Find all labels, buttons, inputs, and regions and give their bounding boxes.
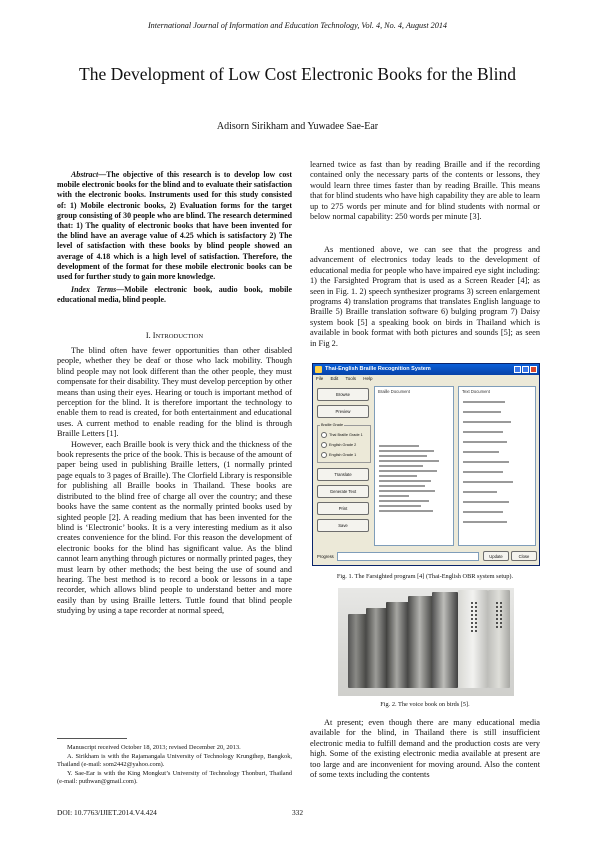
journal-header: International Journal of Information and Education Technology, Vol. 4, No. 4, August 2014 (147, 21, 448, 30)
text-pane-header: Text Document (462, 389, 490, 394)
section-first-letter: I (152, 331, 156, 340)
figure-1-screenshot (312, 363, 540, 566)
text-line (463, 491, 497, 493)
paper-title: The Development of Low Cost Electronic Books for the Blind (79, 64, 516, 84)
browse-button: Browse (317, 388, 369, 401)
radio-icon (321, 452, 327, 458)
braille-text-line (379, 490, 435, 492)
right-paragraph-3 (310, 718, 540, 780)
generate-text-button: Generate Text (317, 485, 369, 498)
page-number: 332 (291, 808, 304, 817)
footnote-rule (57, 738, 127, 739)
book-1 (348, 614, 368, 688)
preview-button: Preview (317, 405, 369, 418)
right-paragraph-2 (310, 245, 540, 349)
close-button: Close (511, 551, 537, 561)
right-paragraph-2-text: As mentioned above, we can see that the progress and advancement of electronics today leads to the development of educational media for people who have impaired eye sight including: 1) the Farsighted Program that is used as a Screen Reader [4]; as seen in Fig. 1. 2) speech synthesizer programs 3) screen enlargement programs 4) translation programs that translates English language to Braille 5) Braille translation software 6) bulging program 7) Daisy system book [5] a speaking book on birds in Thailand which is available in book format with both pictures and sounds [5]; as seen in Fig 2. (310, 245, 540, 348)
braille-text-line (379, 505, 421, 507)
menu-tools: Tools (345, 376, 356, 381)
text-line (463, 401, 505, 403)
save-button: Save (317, 519, 369, 532)
braille-text-line (379, 475, 417, 477)
menu-edit: Edit (330, 376, 339, 381)
radio-label: English Grade 1 (329, 453, 357, 457)
radio-thai-grade-1 (321, 432, 363, 438)
close-icon (530, 366, 537, 373)
radio-icon (321, 432, 327, 438)
window-controls (514, 366, 537, 373)
index-terms: Index Terms—Mobile electronic book, audio book, mobile educational media, blind people. (57, 285, 293, 305)
abstract-label: Abstract (71, 170, 99, 179)
braille-text-line (379, 455, 427, 457)
figure-2-caption: Fig. 2. The voice book on birds [5]. (380, 701, 470, 708)
radio-english-grade-1 (321, 452, 356, 458)
radio-icon (321, 442, 327, 448)
radio-english-grade-2 (321, 442, 356, 448)
text-line (463, 511, 503, 513)
book-3 (386, 602, 410, 688)
section-number: I. (145, 331, 151, 340)
text-line (463, 521, 507, 523)
figure-2-photo (338, 588, 514, 696)
abstract: Abstract—The objective of this research is to develop low cost mobile electronic books for the blind and to evaluate their satisfaction with the electronic books. Instruments used for this study consisted of: 1) Mobile electronic books, 2) Evaluation forms for the target group consisting of 30 people who are blind. The research determined that: 1) The quality of electronic books that have been invented for the blind have an average value of 4.25 which is satisfactory 2) The level of satisfaction with these books by blind people showed an average of 4.18 which is a high level of satisfaction. Therefore, the development of the format for these mobile electronic books can be used for further study to gain more knowledge. (57, 170, 292, 282)
index-terms-label: Index Terms (71, 285, 117, 294)
maximize-icon (522, 366, 529, 373)
text-line (463, 461, 509, 463)
book-5 (432, 592, 458, 688)
text-line (463, 411, 501, 413)
minimize-icon (514, 366, 521, 373)
footnote-1: Manuscript received October 18, 2013; revised December 20, 2013. (67, 744, 241, 751)
section-heading-introduction (57, 331, 292, 340)
right-paragraph-1 (310, 160, 540, 222)
right-paragraph-1-text: learned twice as fast than by reading Braille and if the recording contained only the necessary parts of the contents or lessons, they would learn three times faster than by reading Braille. This means that for blind students who have high capability they are able to learn up to 275 words per minute and for blind students with normal or below normal capability: 250 words per minute [3]. (310, 160, 540, 222)
braille-text-line (379, 445, 419, 447)
index-terms-text: Mobile electronic book, audio book, mobile educational media, blind people. (57, 285, 293, 305)
menu-help: Help (363, 376, 373, 381)
book-4 (408, 596, 434, 688)
section-title-rest: NTRODUCTION (155, 333, 204, 340)
braille-text-line (379, 480, 431, 482)
doi: DOI: 10.7763/IJIET.2014.V4.424 (57, 808, 157, 817)
radio-label: English Grade 2 (329, 443, 357, 447)
braille-pane-header: Braille Document (378, 389, 410, 394)
text-line (463, 431, 503, 433)
text-line (463, 441, 507, 443)
text-document-pane (458, 386, 536, 546)
braille-text-line (379, 460, 439, 462)
braille-text-line (379, 495, 409, 497)
right-paragraph-3-text: At present; even though there are many educational media available for the blind, in Thailand there is still insufficient electronic media to fulfill demand and the production costs are very high. Some of the existing electronic media available at present are too large and are inconvenient for moving around. Also the content of some texts including the contents (310, 718, 540, 780)
update-button: Update (483, 551, 509, 561)
text-line (463, 471, 503, 473)
footnote-2: A. Sirikham is with the Rajamangala University of Technology Krungthep, Bangkok, Thailand (e-mail: som2442@yahoo.com). (57, 752, 292, 769)
speaker-dots-icon (471, 602, 477, 632)
text-line (463, 421, 511, 423)
intro-paragraph-2: However, each Braille book is very thick and the thickness of the book represents the price of the book. This is because of the amount of paper being used in publishing Braille letters, (1 normally printed page equals to 3 pages of Braille). The Clorfield Library is responsible for publishing all Braille books in Thailand. These books are distributed to the blind free of charge all over the country; and these books have the same content as the normally printed books used by sighted people [2]. A reading medium that has been invented for the blind is ‘Electronic’ books. It is a very interesting medium as it also creates convenience for the blind. For this reason the development of electronic books for the blind has significant value. As the blind cannot learn anything through pictures or normally printed pages, they must learn by other methods; the best being the use of sound and hearing. The best method is to record a book or lessons in a tape recorder, which allows blind people to understand better and more easily than by using Braille letters. Tuttle found that blind people studying by using a tape recorder at normal speed, (57, 439, 292, 616)
app-icon (315, 366, 322, 373)
text-line (463, 451, 499, 453)
braille-text-line (379, 500, 429, 502)
braille-text-line (379, 485, 425, 487)
book-2 (366, 608, 388, 688)
authors: Adisorn Sirikham and Yuwadee Sae-Ear (216, 121, 379, 132)
braille-grade-group (317, 425, 371, 463)
window-title: Thai-English Braille Recognition System (325, 366, 431, 372)
braille-text-line (379, 465, 423, 467)
braille-text-line (379, 450, 434, 452)
braille-grade-label: Braille Grade (321, 423, 344, 427)
figure-1-caption: Fig. 1. The Farsighted program [4] (Thai-English OBR system setup). (336, 573, 514, 580)
progress-field (337, 552, 479, 561)
print-button: Print (317, 502, 369, 515)
footnote-3: Y. Sae-Ear is with the King Mongkut’s University of Technology Thonburi, Thailand (e-mail: puthwan@gmail.com). (57, 769, 292, 786)
speaker-dots-icon (496, 602, 502, 628)
window-titlebar (313, 364, 539, 375)
braille-document-pane (374, 386, 454, 546)
translate-button: Translate (317, 468, 369, 481)
abstract-text: The objective of this research is to develop low cost mobile electronic books for the blind and to evaluate their satisfaction with the electronic books. Instruments used for this study consisted of: 1) Mobile electronic books, 2) Evaluation forms for the target group consisting of 30 people who are blind. The research determined that: 1) The quality of electronic books that have been invented for the blind have an average value of 4.25 which is satisfactory 2) The level of satisfaction with these books by blind people showed an average of 4.18 which is a high level of satisfaction. Therefore, the development of the format for these mobile electronic books can be used for further study to gain more knowledge. (57, 170, 292, 282)
menu-bar (313, 375, 539, 383)
text-line (463, 501, 509, 503)
menu-file: File (316, 376, 324, 381)
radio-label: Thai Braille Grade 1 (329, 433, 363, 437)
braille-text-line (379, 470, 437, 472)
progress-label: Progress (317, 554, 334, 559)
introduction-body (57, 346, 292, 617)
intro-paragraph-1: The blind often have fewer opportunities than other disabled people, whether they be deaf or those who lack mobility. Though blind people may not look different than the other people, they must compensate for their disability. They must develop perception by other means than using their eyes. Hearing or touch is important method of perception for the blind. It is therefore important the technology to enable them to read is created, for both entertainment and educational uses. A current method to enable reading for the blind is through Braille Letters [1]. (57, 346, 292, 439)
braille-text-line (379, 510, 433, 512)
footnotes (57, 744, 292, 787)
text-line (463, 481, 513, 483)
